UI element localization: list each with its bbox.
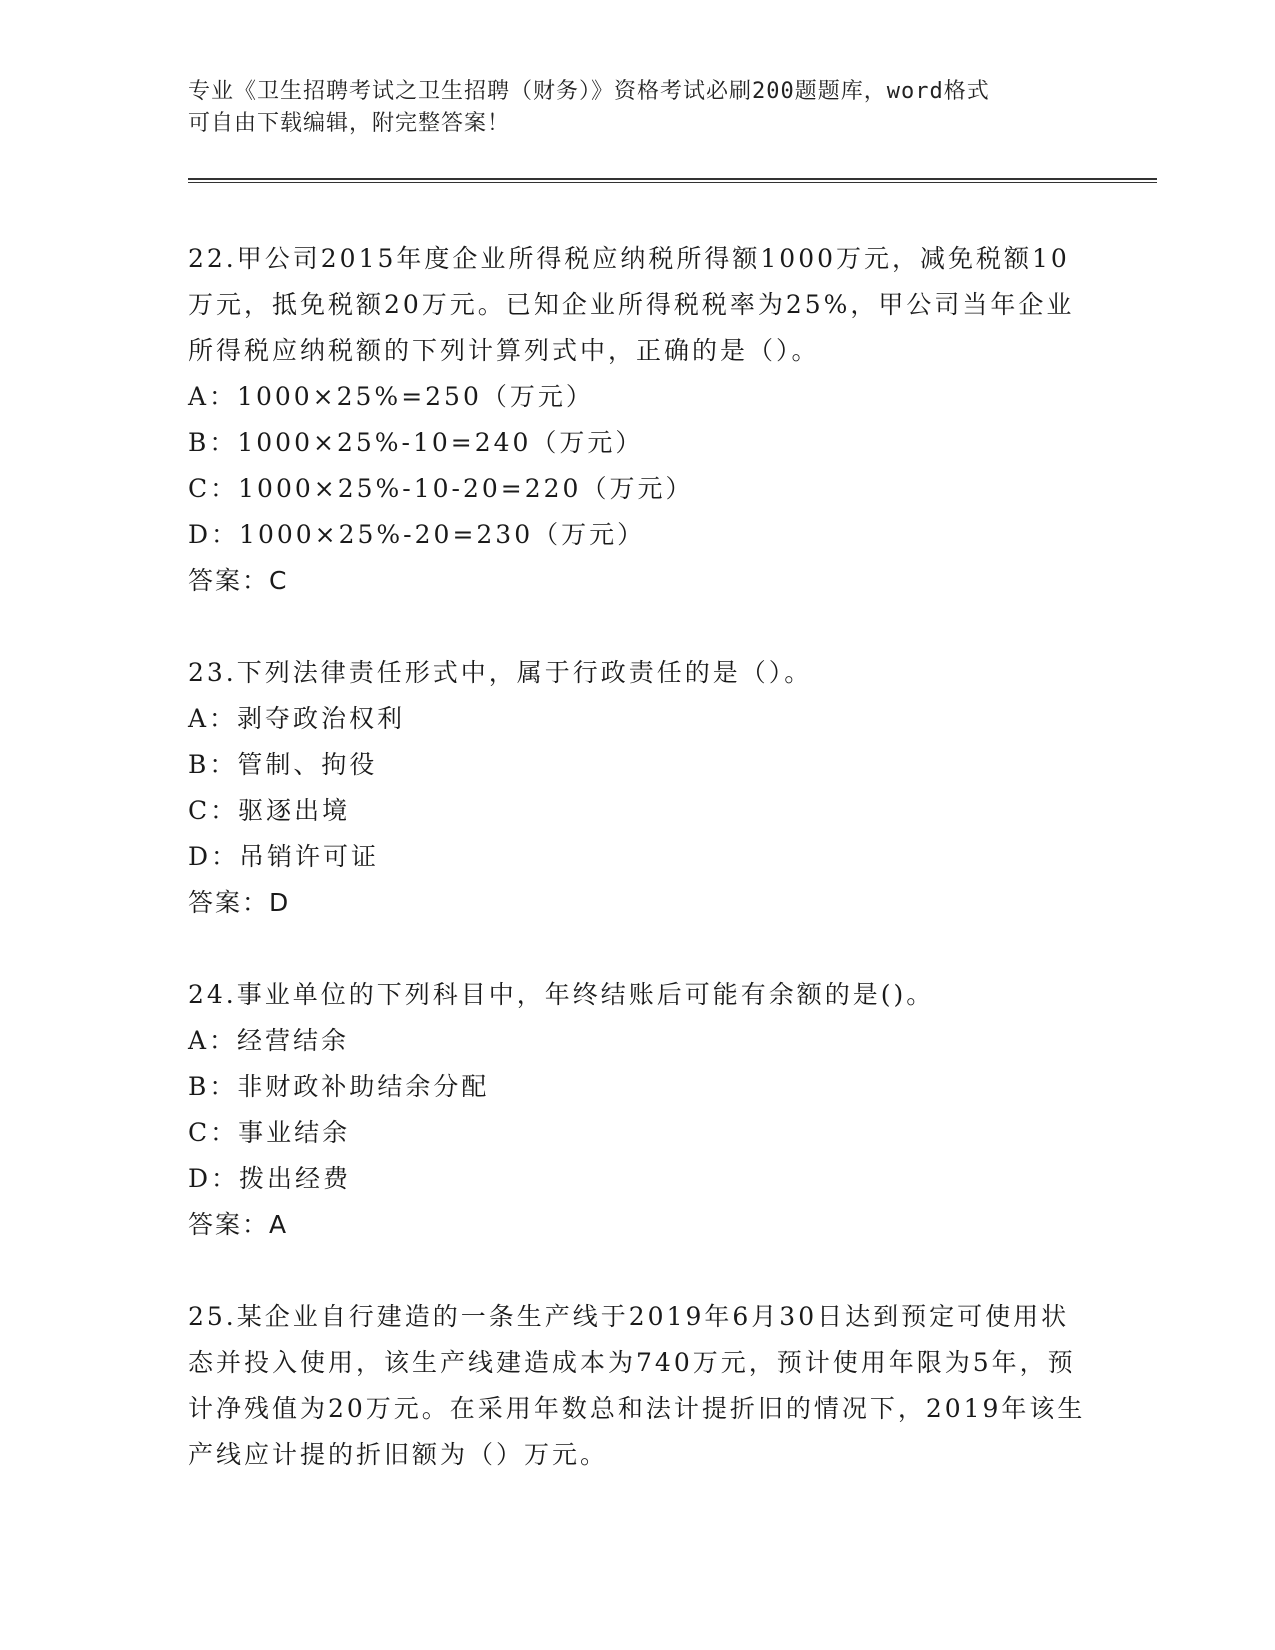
option-a: A：1000×25%=250（万元） [188,382,594,411]
question-stem: 23.下列法律责任形式中，属于行政责任的是（）。 [188,658,813,687]
option-d: D：拨出经费 [188,1164,352,1193]
question-stem: 24.事业单位的下列科目中，年终结账后可能有余额的是()。 [188,980,935,1009]
answer-line: 答案：D [188,888,291,917]
header-line-1: 专业《卫生招聘考试之卫生招聘（财务）》资格考试必刷200题题库，word格式 [188,79,990,104]
option-d: D：1000×25%-20=230（万元） [188,520,646,549]
question-22 [188,236,1088,604]
question-stem: 22.甲公司2015年度企业所得税应纳税所得额1000万元，减免税额10万元，抵免税额20万元。已知企业所得税税率为25%，甲公司当年企业所得税应纳税额的下列计算列式中，正确的是（）。 [188,244,1075,365]
option-b: B：管制、拘役 [188,750,378,779]
option-b: B：1000×25%-10=240（万元） [188,428,644,457]
option-a: A：剥夺政治权利 [188,704,406,733]
question-23 [188,650,1088,926]
question-list [188,236,1088,1524]
option-c: C：驱逐出境 [188,796,351,825]
question-24 [188,972,1088,1248]
option-d: D：吊销许可证 [188,842,380,871]
answer-line: 答案：A [188,1210,289,1239]
option-b: B：非财政补助结余分配 [188,1072,490,1101]
question-stem: 25.某企业自行建造的一条生产线于2019年6月30日达到预定可使用状态并投入使用，该生产线建造成本为740万元，预计使用年限为5年，预计净残值为20万元。在采用年数总和法计提折旧的情况下，2019年该生产线应计提的折旧额为（）万元。 [188,1302,1086,1469]
option-c: C：1000×25%-10-20=220（万元） [188,474,694,503]
header-line-2: 可自由下载编辑，附完整答案！ [188,111,511,136]
option-a: A：经营结余 [188,1026,350,1055]
option-c: C：事业结余 [188,1118,351,1147]
answer-line: 答案：C [188,566,289,595]
question-25 [188,1294,1088,1478]
page-header [188,76,1068,140]
header-divider [188,178,1157,183]
